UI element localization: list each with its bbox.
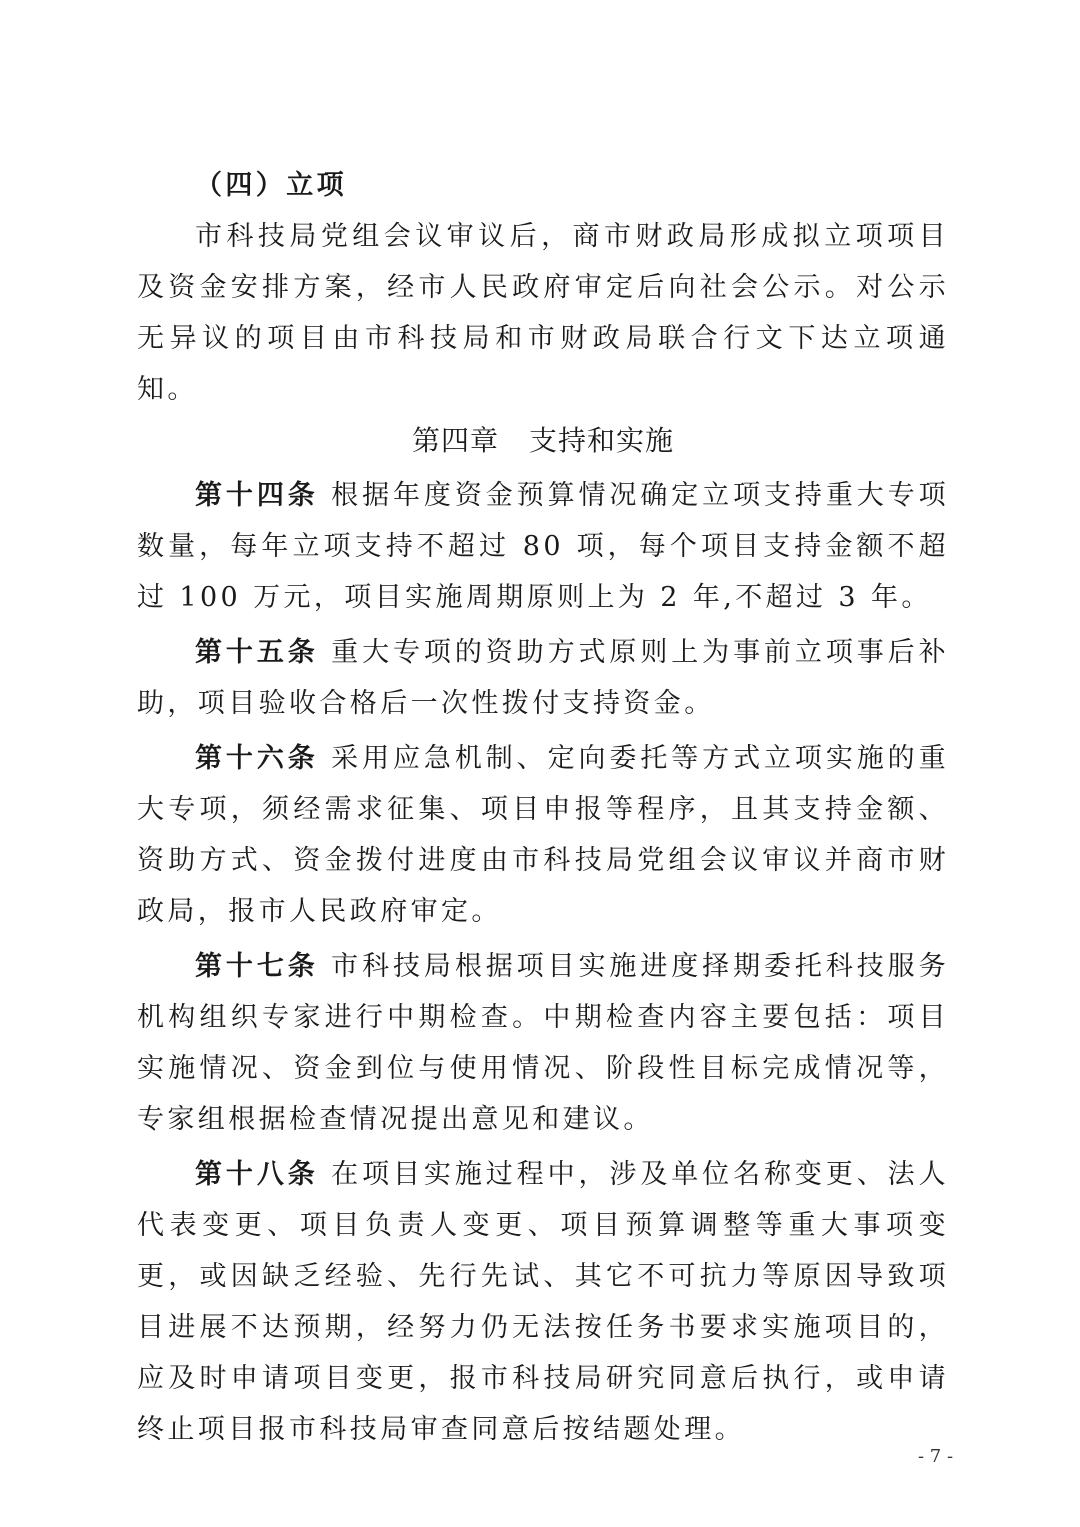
article-15 [137, 627, 949, 729]
article-16 [137, 733, 949, 937]
article-label: 第十四条 [195, 480, 319, 511]
article-label: 第十五条 [195, 637, 319, 668]
article-label: 第十七条 [195, 951, 319, 982]
article-text: 市科技局根据项目实施进度择期委托科技服务机构组织专家进行中期检查。中期检查内容主要包括：项目实施情况、资金到位与使用情况、阶段性目标完成情况等，专家组根据检查情况提出意见和建议。 [137, 951, 949, 1135]
article-14 [137, 470, 949, 623]
chapter-heading [137, 415, 949, 466]
article-text: 重大专项的资助方式原则上为事前立项事后补助，项目验收合格后一次性拨付支持资金。 [137, 637, 949, 719]
section-body: 市科技局党组会议审议后，商市财政局形成拟立项项目及资金安排方案，经市人民政府审定后向社会公示。对公示无异议的项目由市科技局和市财政局联合行文下达立项通知。 [137, 221, 949, 405]
article-text: 根据年度资金预算情况确定立项支持重大专项数量，每年立项支持不超过 80 项，每个项目支持金额不超过 100 万元，项目实施周期原则上为 2 年,不超过 3 年。 [137, 480, 949, 613]
section-heading: （四）立项 [195, 170, 347, 201]
article-text: 采用应急机制、定向委托等方式立项实施的重大专项，须经需求征集、项目申报等程序，且其支持金额、资助方式、资金拨付进度由市科技局党组会议审议并商市财政局，报市人民政府审定。 [137, 743, 949, 927]
article-label: 第十八条 [195, 1159, 319, 1190]
article-17 [137, 941, 949, 1145]
article-label: 第十六条 [195, 743, 319, 774]
chapter-number: 第四章 [411, 424, 499, 457]
article-18 [137, 1149, 949, 1455]
page-number: - 7 - [918, 1446, 954, 1467]
chapter-title: 支持和实施 [529, 424, 675, 457]
page-body [137, 160, 949, 1455]
article-text: 在项目实施过程中，涉及单位名称变更、法人代表变更、项目负责人变更、项目预算调整等重大事项变更，或因缺乏经验、先行先试、其它不可抗力等原因导致项目进展不达预期，经努力仍无法按任务书要求实施项目的，应及时申请项目变更，报市科技局研究同意后执行，或申请终止项目报市科技局审查同意后按结题处理。 [137, 1159, 949, 1445]
